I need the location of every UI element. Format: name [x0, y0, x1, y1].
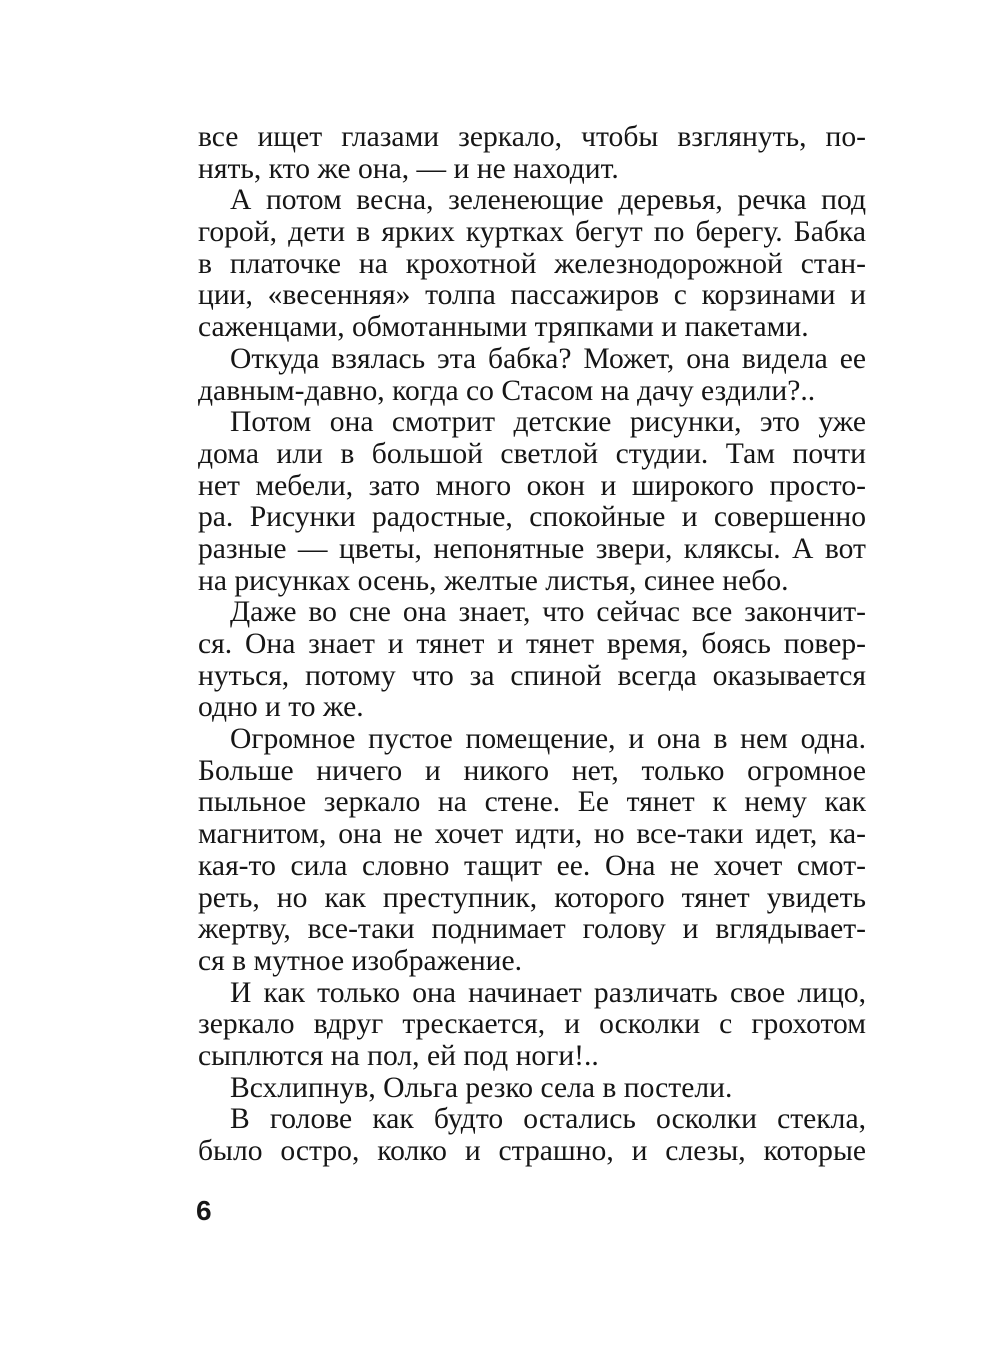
text-line: Потом она смотрит детские рисунки, это уже: [230, 406, 866, 439]
text-line: Всхлипнув, Ольга резко села в постели.: [230, 1071, 733, 1104]
text-line: Даже во сне она знает, что сейчас все закончит-: [230, 596, 866, 629]
text-line: Огромное пустое помещение, и она в нем одна.: [230, 723, 866, 756]
text-line: саженцами, обмотанными тряпками и пакетами.: [198, 311, 809, 344]
body-text: [198, 122, 866, 1168]
text-line: на рисунках осень, желтые листья, синее небо.: [198, 564, 789, 597]
text-line: нуться, потому что за спиной всегда оказывается: [198, 659, 866, 692]
text-line: одно и то же.: [198, 691, 364, 724]
paragraph: [198, 407, 866, 597]
paragraph: [198, 1073, 866, 1105]
text-line: магнитом, она не хочет идти, но все-таки идет, ка-: [198, 818, 866, 851]
text-line: И как только она начинает различать свое лицо,: [230, 976, 866, 1009]
paragraph: [198, 978, 866, 1073]
paragraph: [198, 724, 866, 978]
text-line: пыльное зеркало на стене. Ее тянет к нему как: [198, 786, 866, 819]
text-line: зеркало вдруг трескается, и осколки с грохотом: [198, 1008, 866, 1041]
text-line: Откуда взялась эта бабка? Может, она видела ее: [230, 342, 866, 375]
text-line: ся. Она знает и тянет и тянет время, боясь повер-: [198, 628, 866, 660]
paragraph: [198, 185, 866, 343]
text-line: давным-давно, когда со Стасом на дачу ездили?..: [198, 374, 816, 407]
text-line: ся в мутное изображение.: [198, 944, 523, 977]
text-line: ции, «весенняя» толпа пассажиров с корзинами и: [198, 279, 866, 312]
text-line: разные — цветы, непонятные звери, кляксы. А вот: [198, 532, 866, 565]
text-line: горой, дети в ярких куртках бегут по берегу. Бабка: [198, 216, 866, 249]
text-line: кая-то сила словно тащит ее. Она не хочет смот-: [198, 849, 866, 882]
text-line: Больше ничего и никого нет, только огромное: [198, 754, 866, 787]
text-line: все ищет глазами зеркало, чтобы взглянуть, по-: [198, 121, 866, 153]
text-line: В голове как будто остались осколки стекла,: [230, 1103, 866, 1136]
paragraph: [198, 1104, 866, 1167]
text-line: в платочке на крохотной железнодорожной стан-: [198, 247, 866, 280]
text-line: реть, но как преступник, которого тянет увидеть: [198, 881, 866, 914]
text-line: дома или в большой светлой студии. Там почти: [198, 437, 866, 470]
text-line: нет мебели, зато много окон и широкого просто-: [198, 469, 866, 502]
text-line: ра. Рисунки радостные, спокойные и совершенно: [198, 501, 866, 534]
paragraph: [198, 344, 866, 407]
text-line: сыплются на пол, ей под ноги!..: [198, 1039, 599, 1072]
page-number: 6: [196, 1195, 212, 1226]
text-line: жертву, все-таки поднимает голову и вглядывает-: [198, 913, 866, 946]
paragraph: [198, 597, 866, 724]
paragraph: [198, 122, 866, 185]
text-line: А потом весна, зеленеющие деревья, речка под: [230, 184, 866, 217]
text-line: было остро, колко и страшно, и слезы, которые: [198, 1135, 866, 1167]
text-line: нять, кто же она, — и не находит.: [198, 152, 619, 185]
